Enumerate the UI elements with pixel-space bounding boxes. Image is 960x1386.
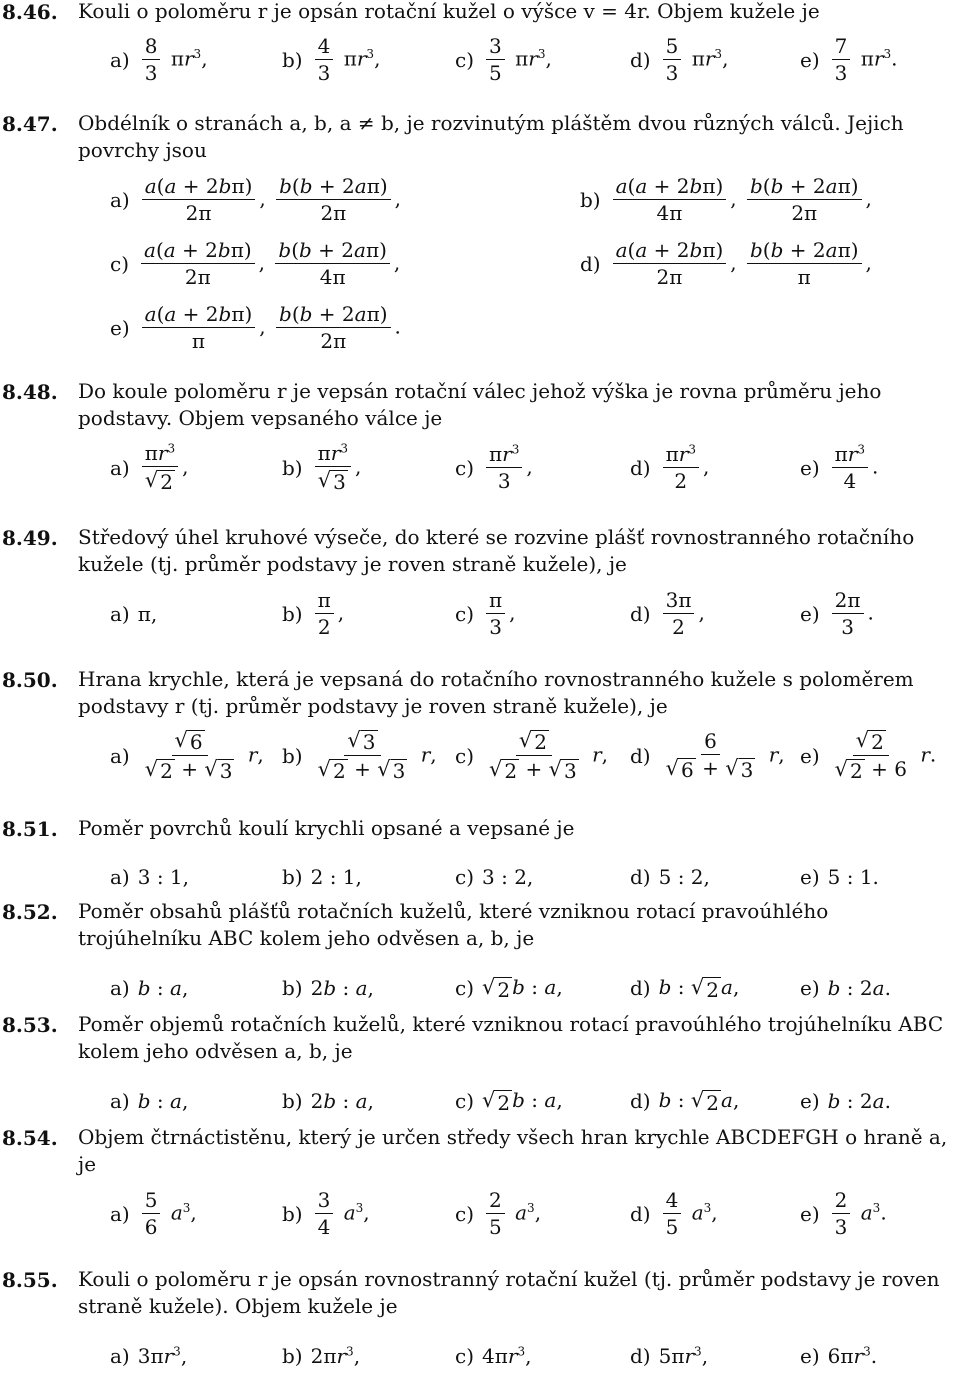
option-formula: $\frac{8}{3}$ $\pi r^3$, (138, 35, 208, 85)
problem-number: 8.47. (2, 112, 58, 136)
answer-option-b[interactable] (282, 438, 361, 498)
answer-option-b[interactable] (282, 726, 437, 786)
option-label: d) (630, 976, 651, 1000)
option-label: b) (282, 1089, 303, 1113)
option-formula: $\frac{a(a + 2b\pi)}{4\pi}$ , $\frac{b(b + 2a\pi)}{2\pi}$ , (609, 175, 872, 225)
option-label: d) (630, 744, 651, 768)
option-formula: b : a, (137, 1089, 189, 1113)
problem-stem: Obdélník o stranách a, b, a ≠ b, je rozvinutým pláštěm dvou různých válců. Jejich povrchy jsou (78, 111, 904, 162)
option-label: b) (282, 602, 303, 626)
option-formula: b : √ 2 a, (658, 974, 740, 1002)
option-label: e) (800, 976, 820, 1000)
option-formula: $4\pi r^3$, (482, 1344, 532, 1368)
answer-option-a[interactable] (110, 1071, 188, 1131)
answer-option-e[interactable] (800, 1071, 891, 1131)
option-formula: √ 2 √ 2 + √ 3 r, (489, 728, 609, 783)
answer-option-e[interactable] (800, 958, 891, 1018)
option-label: a) (110, 744, 130, 768)
answer-option-e[interactable] (110, 298, 401, 358)
answer-option-b[interactable] (282, 958, 374, 1018)
option-label: c) (455, 976, 475, 1000)
problem-stem: Hrana krychle, která je vepsaná do rotačního rovnostranného kužele s poloměrem podstavy r (tj. průměr podstavy je roven straně kužele), je (78, 667, 914, 718)
option-label: b) (282, 1344, 303, 1368)
option-label: c) (455, 865, 475, 889)
option-formula: 2 : 1, (310, 865, 362, 889)
option-label: e) (110, 316, 130, 340)
problem-number: 8.55. (2, 1268, 58, 1292)
option-formula: $\frac{\pi r^3}{2}$ , (659, 443, 710, 493)
option-label: e) (800, 865, 820, 889)
answer-option-a[interactable] (110, 438, 188, 498)
option-formula: $\frac{5}{6}$ $a^3$, (138, 1189, 197, 1239)
problem-stem: Poměr povrchů koulí krychli opsané a vepsané je (78, 816, 575, 840)
answer-option-b[interactable] (282, 1326, 360, 1386)
option-formula: $\frac{a(a + 2b\pi)}{2\pi}$ , $\frac{b(b + 2a\pi)}{4\pi}$ , (137, 239, 400, 289)
option-formula: √ 3 √ 2 + √ 3 r, (317, 728, 437, 783)
answer-option-d[interactable] (630, 726, 785, 786)
option-formula: $\frac{4}{5}$ $a^3$, (659, 1189, 718, 1239)
option-label: b) (580, 188, 601, 212)
answer-option-b[interactable] (282, 30, 380, 90)
answer-option-b[interactable] (580, 170, 872, 230)
option-label: e) (800, 1344, 820, 1368)
option-formula: π, (137, 602, 158, 626)
answer-option-c[interactable] (110, 234, 400, 294)
option-formula: $\frac{a(a + 2b\pi)}{2\pi}$ , $\frac{b(b + 2a\pi)}{\pi}$ , (609, 239, 872, 289)
option-formula: b : a, (137, 976, 189, 1000)
option-label: b) (282, 976, 303, 1000)
option-label: a) (110, 1089, 130, 1113)
answer-option-a[interactable] (110, 584, 157, 644)
option-formula: $\frac{4}{3}$ $\pi r^3$, (311, 35, 381, 85)
answer-option-e[interactable] (800, 30, 897, 90)
answer-option-b[interactable] (282, 1184, 370, 1244)
problem-number: 8.50. (2, 668, 58, 692)
answer-option-c[interactable] (455, 1071, 563, 1131)
answer-option-a[interactable] (110, 1326, 187, 1386)
answer-option-d[interactable] (630, 30, 728, 90)
option-formula: 3 : 2, (482, 865, 534, 889)
option-label: e) (800, 456, 820, 480)
answer-option-c[interactable] (455, 1326, 531, 1386)
option-formula: $\frac{a(a + 2b\pi)}{2\pi}$ , $\frac{b(b + 2a\pi)}{2\pi}$ , (138, 175, 401, 225)
option-formula: $\frac{3}{4}$ $a^3$, (311, 1189, 370, 1239)
option-label: a) (110, 1202, 130, 1226)
option-formula: $\frac{a(a + 2b\pi)}{\pi}$ , $\frac{b(b + 2a\pi)}{2\pi}$ . (138, 303, 401, 353)
answer-option-d[interactable] (630, 958, 739, 1018)
option-label: a) (110, 865, 130, 889)
problem-stem: Do koule poloměru r je vepsán rotační válec jehož výška je rovna průměru jeho podstavy. Objem vepsaného válce je (78, 379, 882, 430)
answer-option-d[interactable] (630, 1071, 739, 1131)
answer-option-a[interactable] (110, 170, 401, 230)
problem-stem: Poměr objemů rotačních kuželů, které vzniknou rotací pravoúhlého trojúhelníku ABC kolem jeho odvěsen a, b, je (78, 1012, 944, 1063)
option-formula: 5 : 2, (658, 865, 710, 889)
option-label: a) (110, 456, 130, 480)
option-label: e) (800, 48, 820, 72)
option-formula: $\frac{2}{5}$ $a^3$, (482, 1189, 541, 1239)
option-label: b) (282, 744, 303, 768)
option-formula: $6\pi r^3$. (827, 1344, 878, 1368)
option-formula: $\frac{7}{3}$ $\pi r^3$. (828, 35, 898, 85)
answer-option-c[interactable] (455, 1184, 541, 1244)
option-label: d) (630, 865, 651, 889)
answer-option-c[interactable] (455, 30, 552, 90)
option-label: c) (455, 1202, 475, 1226)
option-label: d) (630, 602, 651, 626)
answer-option-a[interactable] (110, 726, 264, 786)
option-label: d) (580, 252, 601, 276)
option-formula: $2\pi r^3$, (310, 1344, 361, 1368)
problem-number: 8.52. (2, 900, 58, 924)
option-formula: $\frac{\pi r^3}{3}$ , (482, 443, 533, 493)
option-formula: √ 2 √ 2 + 6 r. (834, 728, 937, 783)
option-label: d) (630, 1089, 651, 1113)
option-formula: $\pi r^3$ √ 3 , (311, 442, 362, 494)
answer-option-e[interactable] (800, 584, 874, 644)
option-label: e) (800, 602, 820, 626)
option-formula: $\frac{\pi}{3}$ , (482, 589, 516, 639)
option-label: b) (282, 1202, 303, 1226)
option-label: c) (455, 602, 475, 626)
answer-option-c[interactable] (455, 584, 516, 644)
answer-option-a[interactable] (110, 30, 208, 90)
answer-option-a[interactable] (110, 1184, 197, 1244)
option-label: d) (630, 1202, 651, 1226)
problem-number: 8.49. (2, 526, 58, 550)
option-label: c) (455, 744, 475, 768)
option-formula: $\pi r^3$ √ 2 , (138, 442, 189, 494)
answer-option-e[interactable] (800, 438, 878, 498)
option-label: c) (110, 252, 130, 276)
option-label: b) (282, 865, 303, 889)
answer-option-d[interactable] (630, 584, 705, 644)
option-formula: b : √ 2 a, (658, 1087, 740, 1115)
answer-option-a[interactable] (110, 958, 188, 1018)
option-formula: 3 : 1, (137, 865, 189, 889)
option-label: e) (800, 744, 820, 768)
option-label: a) (110, 976, 130, 1000)
option-formula: $3\pi r^3$, (137, 1344, 188, 1368)
option-formula: $5\pi r^3$, (658, 1344, 709, 1368)
problem-stem: Středový úhel kruhové výseče, do které se rozvine plášť rovnostranného rotačního kužele (tj. průměr podstavy je roven straně kužele), je (78, 525, 915, 576)
option-label: c) (455, 48, 475, 72)
option-formula: $\frac{\pi}{2}$ , (311, 589, 345, 639)
option-label: d) (630, 48, 651, 72)
option-label: b) (282, 48, 303, 72)
option-formula: √ 2 b : a, (482, 974, 563, 1002)
option-label: a) (110, 48, 130, 72)
option-formula: $\frac{3\pi}{2}$ , (659, 589, 705, 639)
option-label: d) (630, 1344, 651, 1368)
option-label: e) (800, 1202, 820, 1226)
option-label: c) (455, 1089, 475, 1113)
option-formula: b : 2a. (827, 1089, 891, 1113)
option-formula: b : 2a. (827, 976, 891, 1000)
answer-option-b[interactable] (282, 1071, 374, 1131)
answer-option-d[interactable] (630, 438, 709, 498)
answer-option-b[interactable] (282, 584, 344, 644)
answer-option-c[interactable] (455, 438, 533, 498)
option-formula: $\frac{3}{5}$ $\pi r^3$, (482, 35, 552, 85)
problem-stem: Poměr obsahů plášťů rotačních kuželů, které vzniknou rotací pravoúhlého trojúhelníku ABC kolem jeho odvěsen a, b, je (78, 899, 829, 950)
option-label: a) (110, 188, 130, 212)
option-label: b) (282, 456, 303, 480)
answer-option-d[interactable] (630, 1184, 718, 1244)
problem-number: 8.51. (2, 817, 58, 841)
option-label: e) (800, 1089, 820, 1113)
problem-stem: Kouli o poloměru r je opsán rovnostranný rotační kužel (tj. průměr podstavy je roven straně kužele). Objem kužele je (78, 1267, 940, 1318)
option-formula: $\frac{5}{3}$ $\pi r^3$, (659, 35, 729, 85)
option-formula: $\frac{2\pi}{3}$ . (828, 589, 874, 639)
answer-option-e[interactable] (800, 1326, 877, 1386)
answer-option-c[interactable] (455, 726, 608, 786)
problem-number: 8.54. (2, 1126, 58, 1150)
answer-option-d[interactable] (630, 1326, 708, 1386)
option-formula: 6 √ 6 + √ 3 r, (665, 729, 785, 782)
problem-number: 8.46. (2, 0, 58, 24)
problem-stem: Kouli o poloměru r je opsán rotační kužel o výšce v = 4r. Objem kužele je (78, 0, 820, 23)
answer-option-d[interactable] (580, 234, 872, 294)
answer-option-e[interactable] (800, 726, 936, 786)
option-formula: 5 : 1. (827, 865, 879, 889)
option-formula: $\frac{2}{3}$ $a^3$. (828, 1189, 887, 1239)
option-label: d) (630, 456, 651, 480)
option-formula: √ 2 b : a, (482, 1087, 563, 1115)
option-label: c) (455, 1344, 475, 1368)
option-formula: 2b : a, (310, 976, 374, 1000)
problem-number: 8.53. (2, 1013, 58, 1037)
option-formula: $\frac{\pi r^3}{4}$ . (828, 443, 879, 493)
option-label: a) (110, 602, 130, 626)
option-formula: √ 6 √ 2 + √ 3 r, (144, 728, 264, 783)
answer-option-c[interactable] (455, 958, 563, 1018)
problem-stem: Objem čtrnáctistěnu, který je určen středy všech hran krychle ABCDEFGH o hraně a, je (78, 1125, 948, 1176)
option-label: a) (110, 1344, 130, 1368)
option-label: c) (455, 456, 475, 480)
option-formula: 2b : a, (310, 1089, 374, 1113)
answer-option-e[interactable] (800, 1184, 887, 1244)
problem-number: 8.48. (2, 380, 58, 404)
